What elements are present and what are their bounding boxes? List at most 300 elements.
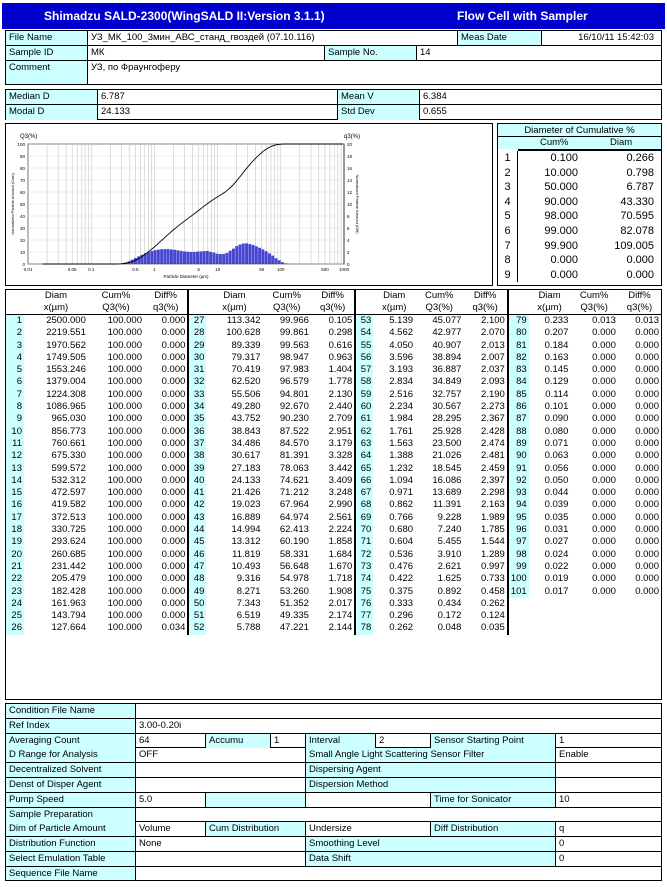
- row-index: 77: [355, 610, 373, 622]
- col-unit-index: [355, 302, 373, 315]
- diam-cell: 0.262: [389, 622, 414, 634]
- cumulative-diam-value: 82.078: [620, 224, 654, 237]
- condition-row: [6, 734, 661, 749]
- diam-cell: 30.617: [231, 450, 261, 462]
- col-header-cum: Cum%: [272, 290, 301, 301]
- col-header-diam: Diam: [223, 290, 246, 301]
- condition-label: Sensor Starting Point: [431, 734, 556, 748]
- y-right-tick-label: 0: [347, 262, 350, 267]
- row-index: 34: [188, 401, 206, 413]
- diff-cell: 0.013: [635, 315, 659, 326]
- cumulative-row: [498, 209, 661, 224]
- table-row: [6, 622, 661, 634]
- table-row: [6, 315, 661, 328]
- cum-cell: 0.000: [592, 401, 616, 413]
- y-left-tick-label: 80: [19, 166, 25, 171]
- cum-cell: 0.000: [592, 462, 616, 474]
- row-index: 82: [508, 352, 529, 364]
- condition-value: [556, 763, 662, 777]
- table-row: [6, 499, 661, 511]
- cumulative-cum-value: 98.000: [544, 210, 578, 223]
- cum-cell: 11.391: [433, 499, 462, 511]
- row-index: 11: [6, 438, 24, 450]
- diam-cell: 1749.505: [46, 351, 86, 363]
- row-index: 66: [355, 475, 373, 487]
- diff-cell: 0.000: [635, 548, 659, 560]
- table-row: [6, 364, 661, 376]
- diff-bar: [193, 252, 196, 264]
- diff-cell: 0.000: [161, 610, 186, 622]
- mean-label: Mean V: [338, 90, 420, 105]
- cum-cell: 34.849: [432, 376, 462, 388]
- cumulative-cum-value: 0.000: [550, 254, 578, 267]
- cum-cell: 100.000: [107, 339, 142, 351]
- diff-bar: [212, 253, 215, 264]
- diam-cell: 205.479: [51, 573, 86, 585]
- row-index: 68: [355, 499, 373, 511]
- diff-cell: 0.000: [161, 437, 186, 449]
- diff-bar: [196, 252, 199, 264]
- diff-bar: [190, 252, 193, 264]
- cumulative-row: [498, 224, 661, 239]
- diff-cell: 2.013: [481, 339, 505, 351]
- diff-cell: 0.000: [161, 376, 186, 388]
- cum-cell: 100.000: [107, 511, 142, 523]
- diff-cell: 2.100: [481, 315, 505, 326]
- cumulative-row: [498, 195, 661, 210]
- cumulative-rows: [498, 151, 661, 282]
- diam-cell: 0.071: [544, 437, 569, 449]
- y-right-tick-label: 2: [347, 250, 350, 255]
- row-index: 63: [355, 438, 373, 450]
- diam-cell: 0.056: [544, 462, 569, 474]
- row-index: 36: [188, 426, 206, 438]
- cum-cell: 40.907: [432, 339, 462, 351]
- table-row: [6, 450, 661, 462]
- diff-cell: 2.163: [481, 499, 505, 511]
- condition-label: Distribution Function: [6, 837, 136, 851]
- diff-bar: [147, 252, 150, 264]
- diff-cell: 2.990: [328, 499, 353, 511]
- diff-cell: 0.000: [635, 487, 659, 499]
- median-value: 6.787: [98, 90, 338, 105]
- condition-row: [6, 822, 661, 837]
- cumulative-row: [498, 253, 661, 268]
- condition-label: Smoothing Level: [306, 837, 556, 851]
- diff-cell: 0.000: [161, 401, 186, 413]
- diff-bar: [180, 251, 183, 264]
- condition-label: Ref Index: [6, 719, 136, 733]
- condition-value: Undersize: [306, 822, 431, 836]
- diff-cell: 0.000: [161, 536, 186, 548]
- cum-cell: 71.212: [279, 487, 309, 499]
- y-left-tick-label: 40: [19, 214, 25, 219]
- condition-label: D Range for Analysis: [6, 748, 136, 762]
- distribution-table: [6, 290, 661, 635]
- row-index: 4: [6, 352, 24, 364]
- diam-cell: 1224.308: [46, 388, 86, 400]
- col-unit-cum: Q3(%): [88, 302, 144, 315]
- y-right-tick-label: 14: [347, 178, 353, 183]
- diam-cell: 79.317: [231, 351, 261, 363]
- row-index: 37: [188, 438, 206, 450]
- row-index: 59: [355, 389, 373, 401]
- distribution-chart: [6, 124, 492, 285]
- table-row: [6, 389, 661, 401]
- row-index: 49: [188, 586, 206, 598]
- cum-cell: 0.000: [592, 425, 616, 437]
- diff-cell: 1.989: [481, 511, 505, 523]
- diam-cell: 472.597: [51, 487, 86, 499]
- condition-row: [6, 852, 661, 867]
- diff-cell: 0.733: [481, 573, 505, 585]
- cum-cell: 64.974: [279, 511, 309, 523]
- cum-cell: 0.000: [592, 450, 616, 462]
- row-index: 72: [355, 549, 373, 561]
- diff-bar: [163, 249, 166, 264]
- distribution-table-panel: [5, 289, 662, 700]
- cum-cell: 99.966: [279, 315, 309, 326]
- row-index: 35: [188, 413, 206, 425]
- condition-value: [136, 867, 662, 881]
- cum-cell: 0.000: [592, 573, 616, 585]
- diam-cell: 0.022: [544, 560, 569, 572]
- cum-cell: 100.000: [107, 524, 142, 536]
- x-tick-label: 0.5: [132, 267, 139, 272]
- row-index: 43: [188, 512, 206, 524]
- row-index: 17: [6, 512, 24, 524]
- diam-cell: 675.330: [51, 450, 86, 462]
- cum-cell: 0.434: [437, 597, 462, 609]
- diam-cell: [529, 622, 571, 634]
- diff-cell: 2.428: [481, 425, 505, 437]
- condition-label: Data Shift: [306, 852, 556, 866]
- diam-cell: 0.050: [544, 474, 569, 486]
- cum-cell: 32.757: [432, 388, 462, 400]
- diff-bar: [167, 249, 170, 264]
- diff-cell: 0.262: [481, 597, 505, 609]
- median-label: Median D: [6, 90, 98, 105]
- diff-bar: [206, 251, 209, 264]
- diff-bar: [183, 251, 186, 264]
- diam-cell: 13.312: [231, 536, 261, 548]
- row-index: 47: [188, 561, 206, 573]
- row-index: 19: [6, 536, 24, 548]
- condition-label: Dispersion Method: [306, 778, 556, 792]
- cum-cell: 47.221: [279, 622, 309, 634]
- diam-cell: 1970.562: [46, 339, 86, 351]
- cumulative-cum-value: 0.000: [550, 268, 578, 281]
- diff-cell: 2.561: [328, 511, 353, 523]
- diam-cell: 0.333: [389, 597, 414, 609]
- row-index: [508, 598, 529, 610]
- cum-cell: 1.625: [437, 573, 462, 585]
- cum-cell: 78.063: [279, 462, 309, 474]
- condition-value: q: [556, 822, 662, 836]
- cum-cell: 100.000: [107, 536, 142, 548]
- cumulative-index: 5: [498, 209, 518, 224]
- diff-bar: [199, 251, 202, 264]
- col-header-diff: Diff%: [628, 290, 651, 301]
- y-right-tick-label: 12: [347, 190, 353, 195]
- cumulative-index: 4: [498, 195, 518, 210]
- q3-cum-label: Q3(%): [20, 134, 38, 140]
- diff-cell: 0.000: [161, 511, 186, 523]
- diam-cell: 49.280: [231, 401, 261, 413]
- diff-cell: 2.273: [481, 401, 505, 413]
- cum-cell: 96.579: [279, 376, 309, 388]
- row-index: 14: [6, 475, 24, 487]
- x-tick-label: 0.1: [88, 267, 95, 272]
- diam-cell: 1.984: [389, 413, 414, 425]
- condition-label: Dispersing Agent: [306, 763, 556, 777]
- row-index: 29: [188, 340, 206, 352]
- row-index: 64: [355, 450, 373, 462]
- diff-cell: 0.000: [635, 573, 659, 585]
- row-index: 2: [6, 327, 24, 339]
- cum-cell: 100.000: [107, 462, 142, 474]
- row-index: 23: [6, 586, 24, 598]
- diff-bar: [242, 244, 245, 264]
- table-row: [6, 352, 661, 364]
- conditions-list: [6, 704, 661, 881]
- diam-cell: 0.114: [545, 388, 569, 400]
- file-name-label: File Name: [6, 31, 88, 46]
- row-index: 60: [355, 401, 373, 413]
- cum-cell: 21.026: [432, 450, 462, 462]
- diam-cell: 182.428: [51, 585, 86, 597]
- cum-cell: 0.000: [592, 351, 616, 363]
- row-index: 83: [508, 364, 529, 376]
- diam-cell: 0.233: [544, 315, 569, 326]
- diff-cell: [618, 598, 661, 610]
- diff-cell: 2.481: [481, 450, 505, 462]
- col-header-index: [6, 290, 24, 302]
- row-index: 96: [508, 524, 529, 536]
- row-index: 93: [508, 487, 529, 499]
- diam-cell: 1.388: [389, 450, 414, 462]
- diff-cell: 1.718: [328, 573, 353, 585]
- cum-cell: 0.000: [592, 327, 616, 339]
- col-unit-diam: x(µm): [24, 302, 88, 315]
- table-header-row: [6, 290, 661, 302]
- cum-cell: 13.689: [432, 487, 462, 499]
- cum-cell: 100.000: [107, 327, 142, 339]
- diff-cell: [618, 610, 661, 622]
- row-index: 13: [6, 463, 24, 475]
- cum-cell: 51.352: [279, 597, 309, 609]
- diff-cell: 1.778: [328, 376, 353, 388]
- condition-value: [136, 852, 306, 866]
- cum-cell: 60.190: [279, 536, 309, 548]
- row-index: 92: [508, 475, 529, 487]
- cum-cell: 18.545: [432, 462, 462, 474]
- row-index: 52: [188, 622, 206, 634]
- diam-cell: 0.145: [544, 364, 569, 376]
- diff-cell: 0.000: [161, 499, 186, 511]
- diff-cell: 0.000: [635, 499, 659, 511]
- diam-cell: 43.752: [231, 413, 261, 425]
- diff-cell: 0.000: [161, 327, 186, 339]
- diam-cell: 16.889: [231, 511, 261, 523]
- diff-cell: 2.397: [481, 474, 505, 486]
- diam-cell: 8.271: [236, 585, 261, 597]
- cumulative-diam-value: 70.595: [620, 210, 654, 223]
- cum-cell: 100.000: [107, 573, 142, 585]
- diff-cell: 2.298: [481, 487, 505, 499]
- diff-cell: 1.289: [481, 548, 505, 560]
- diff-bar: [255, 246, 258, 264]
- cum-cell: 7.240: [437, 524, 462, 536]
- diff-cell: 2.130: [328, 388, 353, 400]
- cum-cell: 0.013: [592, 315, 616, 326]
- cum-cell: 100.000: [107, 425, 142, 437]
- diff-bar: [274, 258, 277, 264]
- diam-cell: 0.035: [544, 511, 569, 523]
- cumulative-diam-value: 109.005: [614, 239, 654, 252]
- cum-cell: 0.000: [592, 474, 616, 486]
- condition-value: [306, 793, 431, 807]
- diff-cell: 0.000: [161, 573, 186, 585]
- std-value: 0.655: [423, 106, 447, 117]
- diff-bar: [154, 250, 157, 264]
- cumulative-row: [498, 180, 661, 195]
- cum-cell: 100.000: [107, 401, 142, 413]
- diff-cell: 0.000: [635, 437, 659, 449]
- cum-cell: 97.983: [279, 364, 309, 376]
- col-header-diff: Diff%: [321, 290, 344, 301]
- diff-bar: [268, 253, 271, 264]
- cumulative-index: 3: [498, 180, 518, 195]
- cumulative-title: Diameter of Cumulative %: [498, 124, 661, 137]
- col-header-cum: Cum%: [424, 290, 454, 301]
- cum-cell: 100.000: [107, 376, 142, 388]
- modal-label: Modal D: [6, 105, 98, 120]
- col-header-diam: Diam: [538, 290, 561, 301]
- diam-cell: 372.513: [51, 511, 86, 523]
- col-header-cum: Cum%: [579, 290, 609, 301]
- condition-row: [6, 793, 661, 808]
- condition-label: Dim of Particle Amount: [6, 822, 136, 836]
- condition-row: [6, 778, 661, 793]
- row-index: [508, 610, 529, 622]
- diam-cell: [529, 598, 571, 610]
- cumulative-diam-value: 0.266: [626, 152, 654, 164]
- diff-cell: 1.404: [328, 364, 353, 376]
- cum-cell: 99.861: [279, 327, 309, 339]
- row-index: 5: [6, 364, 24, 376]
- cumulative-head: [498, 137, 661, 149]
- col-unit-diff: q3(%): [144, 302, 188, 315]
- diam-cell: 14.994: [231, 524, 261, 536]
- cum-cell: 0.000: [592, 511, 616, 523]
- cum-cell: [570, 622, 618, 634]
- diff-cell: 0.000: [635, 339, 659, 351]
- cum-cell: 5.455: [437, 536, 462, 548]
- cumulative-index: 7: [498, 239, 518, 254]
- diam-cell: 965.030: [51, 413, 86, 425]
- diff-bar: [203, 251, 206, 264]
- diff-cell: 2.440: [328, 401, 353, 413]
- diam-cell: 5.788: [236, 622, 261, 634]
- diam-cell: 1553.246: [46, 364, 86, 376]
- cumulative-row: [498, 151, 661, 166]
- row-index: 61: [355, 413, 373, 425]
- diff-cell: 2.474: [481, 437, 505, 449]
- diff-cell: 2.017: [328, 597, 353, 609]
- cum-cell: 100.000: [107, 413, 142, 425]
- diam-cell: 419.582: [51, 499, 86, 511]
- diff-cell: 0.000: [161, 474, 186, 486]
- cum-col-label: Cum%: [540, 137, 569, 148]
- cum-cell: 49.335: [279, 610, 309, 622]
- diam-cell: 2500.000: [46, 315, 86, 326]
- row-index: [508, 622, 529, 634]
- diff-cell: 2.070: [481, 327, 505, 339]
- diff-cell: 0.000: [161, 487, 186, 499]
- table-row: [6, 487, 661, 499]
- cum-cell: 100.000: [107, 499, 142, 511]
- diam-cell: 27.183: [231, 462, 261, 474]
- row-index: 42: [188, 499, 206, 511]
- cum-cell: 84.570: [279, 437, 309, 449]
- cum-cell: 98.947: [279, 351, 309, 363]
- diff-bar: [281, 262, 284, 264]
- diam-col-label: Diam: [610, 137, 633, 148]
- condition-value: 5.0: [136, 793, 206, 807]
- diff-bar: [209, 252, 212, 264]
- col-header-diam: Diam: [383, 290, 406, 301]
- diam-cell: 3.193: [389, 364, 414, 376]
- diam-cell: 143.794: [51, 610, 86, 622]
- diff-cell: 0.000: [635, 401, 659, 413]
- diff-bar: [284, 263, 287, 264]
- diff-cell: 0.000: [161, 339, 186, 351]
- sample-id-label: Sample ID: [6, 46, 88, 61]
- y-right-tick-label: 20: [347, 142, 353, 147]
- condition-label: Denst of Disper Agent: [6, 778, 136, 792]
- condition-value: 0: [556, 837, 662, 851]
- cum-cell: 100.000: [107, 560, 142, 572]
- diam-cell: 0.375: [389, 585, 414, 597]
- col-unit-diam: x(µm): [529, 302, 571, 315]
- cum-cell: 0.000: [592, 524, 616, 536]
- diff-cell: 1.670: [328, 560, 353, 572]
- diam-cell: 9.316: [236, 573, 261, 585]
- diam-cell: [529, 610, 571, 622]
- diff-bar: [150, 251, 153, 264]
- diam-cell: 0.039: [544, 499, 569, 511]
- condition-row: [6, 867, 661, 881]
- diff-cell: 0.000: [635, 351, 659, 363]
- y-left-tick-label: 10: [19, 250, 25, 255]
- row-index: 26: [6, 622, 24, 634]
- col-unit-diff: q3(%): [463, 302, 507, 315]
- diff-cell: 0.000: [635, 462, 659, 474]
- y-left-tick-label: 60: [19, 190, 25, 195]
- cum-cell: 100.000: [107, 474, 142, 486]
- diam-cell: 6.519: [236, 610, 261, 622]
- row-index: 24: [6, 598, 24, 610]
- row-index: 100: [508, 573, 529, 585]
- diam-cell: 113.342: [226, 315, 261, 326]
- col-header-index: [508, 290, 529, 302]
- cum-cell: 0.892: [437, 585, 462, 597]
- meas-date-value: 16/10/11 15:42:03: [542, 31, 662, 46]
- diam-cell: 0.090: [544, 413, 569, 425]
- row-index: 48: [188, 573, 206, 585]
- diff-bar: [232, 249, 235, 264]
